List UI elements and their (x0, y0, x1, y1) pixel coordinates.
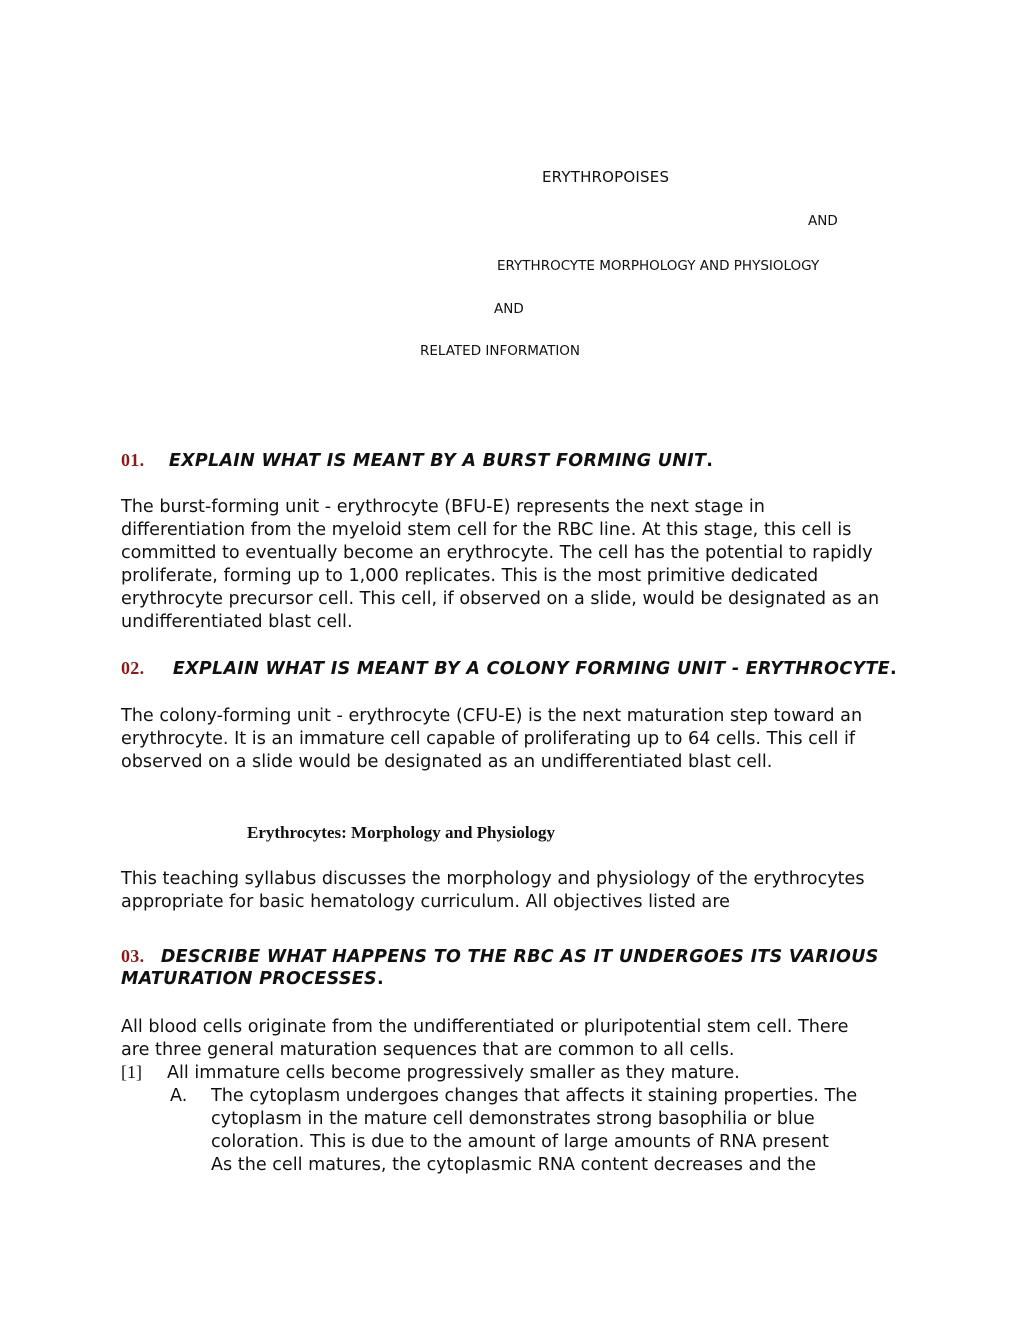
question-number: 03 (121, 946, 140, 966)
sublist-item-text: cytoplasm in the mature cell demonstrates strong basophilia or blue (211, 1109, 815, 1129)
paragraph-line: All blood cells originate from the undifferentiated or pluripotential stem cell. There (121, 1017, 849, 1037)
document-subtitle: ERYTHROCYTE MORPHOLOGY AND PHYSIOLOGY (497, 258, 820, 274)
question-3-heading (121, 946, 879, 967)
question-number-dot: . (139, 946, 145, 966)
sublist-item-text: The cytoplasm undergoes changes that affects it staining properties. The (211, 1086, 858, 1106)
paragraph-line: committed to eventually become an erythrocyte. The cell has the potential to rapidly (121, 543, 873, 563)
list-item-text: All immature cells become progressively smaller as they mature. (167, 1063, 740, 1083)
paragraph-line: The colony-forming unit - erythrocyte (CFU-E) is the next maturation step toward an (121, 706, 863, 726)
sublist-marker: A. (170, 1086, 188, 1106)
question-number-dot: . (139, 450, 145, 470)
paragraph-line: are three general maturation sequences that are common to all cells. (121, 1040, 735, 1060)
section-heading: Erythrocytes: Morphology and Physiology (247, 823, 556, 842)
question-1-period: . (706, 451, 714, 471)
question-number: 01 (121, 450, 140, 470)
paragraph-line: This teaching syllabus discusses the morphology and physiology of the erythrocytes (121, 869, 865, 889)
question-number-dot: . (139, 658, 145, 678)
paragraph-line: observed on a slide would be designated as an undifferentiated blast cell. (121, 752, 773, 772)
title-conjunction-and-2: AND (494, 301, 524, 317)
question-3-text-line2: MATURATION PROCESSES (121, 969, 377, 989)
question-number: 02 (121, 658, 140, 678)
sublist-item-text: As the cell matures, the cytoplasmic RNA content decreases and the (211, 1155, 817, 1175)
paragraph-line: differentiation from the myeloid stem cell for the RBC line. At this stage, this cell is (121, 520, 852, 540)
question-1-text: EXPLAIN WHAT IS MEANT BY A BURST FORMING UNIT (168, 451, 707, 471)
question-3-period: . (376, 969, 384, 989)
question-3-text-line1: DESCRIBE WHAT HAPPENS TO THE RBC AS IT UNDERGOES ITS VARIOUS (160, 947, 879, 967)
question-1-heading (121, 450, 713, 471)
paragraph-line: undifferentiated blast cell. (121, 612, 353, 632)
question-2-heading (121, 658, 897, 679)
question-2-period: . (889, 659, 897, 679)
paragraph-line: The burst-forming unit - erythrocyte (BFU-E) represents the next stage in (121, 497, 765, 517)
related-information-label: RELATED INFORMATION (420, 343, 581, 359)
paragraph-line: appropriate for basic hematology curriculum. All objectives listed are (121, 892, 730, 912)
paragraph-line: proliferate, forming up to 1,000 replicates. This is the most primitive dedicated (121, 566, 819, 586)
title-conjunction-and: AND (808, 213, 838, 229)
question-2-text: EXPLAIN WHAT IS MEANT BY A COLONY FORMING UNIT - ERYTHROCYTE (172, 659, 890, 679)
paragraph-line: erythrocyte. It is an immature cell capable of proliferating up to 64 cells. This cell if (121, 729, 856, 749)
list-marker: [1] (121, 1062, 142, 1082)
paragraph-line: erythrocyte precursor cell. This cell, if observed on a slide, would be designated as an (121, 589, 880, 609)
document-title: ERYTHROPOISES (542, 168, 670, 186)
question-3-heading-line2 (121, 969, 384, 989)
sublist-item-text: coloration. This is due to the amount of large amounts of RNA present (211, 1132, 829, 1152)
